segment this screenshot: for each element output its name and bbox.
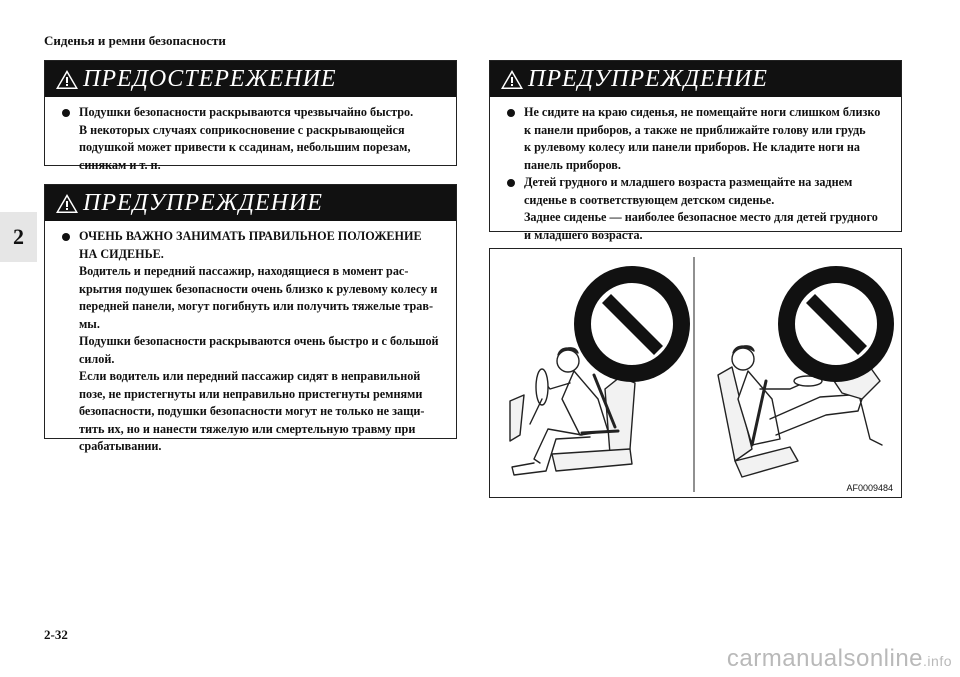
bullet-icon bbox=[507, 109, 515, 117]
watermark bbox=[727, 645, 952, 673]
seating-illustration bbox=[490, 249, 900, 496]
illustration-code: AF0009484 bbox=[846, 483, 893, 493]
warning-triangle-icon bbox=[55, 193, 79, 214]
line: синякам и т. п. bbox=[79, 157, 161, 172]
line: и младшего возраста. bbox=[524, 227, 643, 242]
line: Если водитель или передний пассажир сидят в неправильной bbox=[79, 369, 421, 383]
caution-box-title: ПРЕДОСТЕРЕЖЕНИЕ bbox=[83, 65, 337, 92]
line: Заднее сиденье — наиболее безопасное место для детей грудного bbox=[524, 210, 878, 224]
list-item bbox=[504, 174, 889, 244]
warning-box-header bbox=[490, 61, 901, 97]
line: к рулевому колесу или панели приборов. Не кладите ноги на bbox=[524, 140, 860, 154]
line: мы. bbox=[79, 316, 100, 331]
line: Детей грудного и младшего возраста размещайте на заднем bbox=[524, 175, 853, 189]
page-number: 2-32 bbox=[44, 627, 68, 642]
line: крытия подушек безопасности очень близко к рулевому колесу и bbox=[79, 281, 438, 296]
watermark-main: carmanualsonline bbox=[726, 645, 924, 672]
chapter-tab: 2 bbox=[0, 212, 37, 262]
prohibition-icon bbox=[778, 266, 894, 382]
prohibition-icon bbox=[574, 266, 690, 382]
line: передней панели, могут погибнуть или получить тяжелые трав- bbox=[79, 299, 434, 313]
line: тить их, но и нанести тяжелую или смертельную травму при bbox=[79, 421, 416, 436]
bullet-icon bbox=[507, 179, 515, 187]
caution-box-body bbox=[45, 97, 456, 180]
watermark-suffix: .info bbox=[923, 653, 952, 669]
line: безопасности, подушки безопасности могут не только не защи- bbox=[79, 404, 425, 418]
warning-box-body bbox=[45, 221, 456, 462]
line: к панели приборов, а также не приближайте голову или грудь bbox=[524, 122, 866, 137]
warning-triangle-icon bbox=[500, 69, 524, 90]
line: НА СИДЕНЬЕ. bbox=[79, 246, 164, 261]
warning-triangle-icon bbox=[55, 69, 79, 90]
warning-box-body bbox=[490, 97, 901, 250]
line: Подушки безопасности раскрываются очень быстро и с большой bbox=[79, 334, 439, 348]
bullet-icon bbox=[62, 233, 70, 241]
line: Не сидите на краю сиденья, не помещайте ноги слишком близко bbox=[524, 105, 881, 119]
list-item bbox=[59, 228, 444, 456]
list-item bbox=[59, 104, 444, 174]
caution-box-header bbox=[45, 61, 456, 97]
line: позе, не пристегнуты или неправильно пристегнуты ремнями bbox=[79, 386, 423, 401]
warning-box-seating bbox=[44, 184, 457, 453]
line: Подушки безопасности раскрываются чрезвычайно быстро. bbox=[79, 105, 414, 119]
line: срабатывании. bbox=[79, 439, 162, 453]
warning-box-title: ПРЕДУПРЕЖДЕНИЕ bbox=[528, 65, 768, 92]
warning-box-title: ПРЕДУПРЕЖДЕНИЕ bbox=[83, 189, 323, 216]
illustration-panel bbox=[489, 248, 902, 498]
list-item bbox=[504, 104, 889, 174]
line: ОЧЕНЬ ВАЖНО ЗАНИМАТЬ ПРАВИЛЬНОЕ ПОЛОЖЕНИЕ bbox=[79, 229, 422, 243]
line: панель приборов. bbox=[524, 157, 621, 172]
warning-box-children bbox=[489, 60, 902, 242]
warning-box-header bbox=[45, 185, 456, 221]
page-header: Сиденья и ремни безопасности bbox=[44, 33, 226, 48]
line: подушкой может привести к ссадинам, небольшим порезам, bbox=[79, 140, 411, 154]
caution-box bbox=[44, 60, 457, 172]
line: В некоторых случаях соприкосновение с раскрывающейся bbox=[79, 122, 405, 137]
line: сиденье в соответствующем детском сиденье. bbox=[524, 192, 775, 207]
line: Водитель и передний пассажир, находящиеся в момент рас- bbox=[79, 264, 409, 278]
bullet-icon bbox=[62, 109, 70, 117]
line: силой. bbox=[79, 351, 115, 366]
